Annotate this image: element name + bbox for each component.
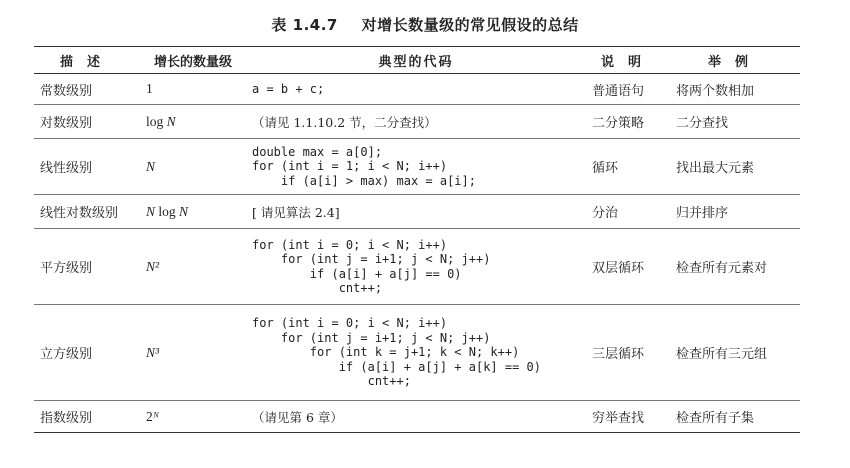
growth-order-table: [34, 46, 800, 433]
row-description: 线性对数级别: [34, 195, 140, 229]
row-example: 二分查找: [670, 105, 800, 139]
row-description: 指数级别: [34, 401, 140, 433]
table-row: [34, 305, 800, 401]
row-description: 平方级别: [34, 229, 140, 305]
table-row: [34, 105, 800, 139]
row-order: log N: [140, 105, 246, 139]
row-description: 线性级别: [34, 139, 140, 195]
header-code: 典型的代码: [246, 47, 586, 74]
code-block: double max = a[0]; for (int i = 1; i < N; i++) if (a[i] > max) max = a[i];: [252, 144, 476, 188]
row-example: 检查所有元素对: [670, 229, 800, 305]
table-row: [34, 401, 800, 433]
row-note: 循环: [586, 139, 670, 195]
row-order: 2ᴺ: [140, 401, 246, 433]
header-row: [34, 47, 800, 74]
row-example: 检查所有子集: [670, 401, 800, 433]
row-code: （请见第 6 章）: [246, 401, 586, 433]
row-note: 穷举查找: [586, 401, 670, 433]
table-caption: [0, 14, 850, 35]
row-order: N log N: [140, 195, 246, 229]
row-code: （请见 1.1.10.2 节，二分查找）: [246, 105, 586, 139]
row-description: 立方级别: [34, 305, 140, 401]
row-order: 1: [140, 74, 246, 105]
row-order: N: [140, 139, 246, 195]
row-code: [ 请见算法 2.4]: [246, 195, 586, 229]
row-code: [246, 74, 586, 105]
table-row: [34, 229, 800, 305]
table-row: [34, 195, 800, 229]
row-order: N³: [140, 305, 246, 401]
header-description: 描述: [34, 47, 140, 74]
table-row: [34, 139, 800, 195]
header-note: 说明: [586, 47, 670, 74]
row-note: 双层循环: [586, 229, 670, 305]
header-example: 举例: [670, 47, 800, 74]
table-row: [34, 74, 800, 105]
row-note: 三层循环: [586, 305, 670, 401]
table-title: 对增长数量级的常见假设的总结: [361, 16, 579, 34]
row-description: 常数级别: [34, 74, 140, 105]
row-example: 找出最大元素: [670, 139, 800, 195]
row-note: 分治: [586, 195, 670, 229]
table-number: 表 1.4.7: [271, 16, 338, 34]
row-example: 归并排序: [670, 195, 800, 229]
row-code: [246, 139, 586, 195]
row-order: N²: [140, 229, 246, 305]
row-code: [246, 229, 586, 305]
row-example: 将两个数相加: [670, 74, 800, 105]
code-block: for (int i = 0; i < N; i++) for (int j = i+1; j < N; j++) for (int k = j+1; k < N; k++) if (a[i] + a[j] + a[k] == 0) cnt++;: [252, 316, 541, 389]
code-block: for (int i = 0; i < N; i++) for (int j = i+1; j < N; j++) if (a[i] + a[j] == 0) cnt++;: [252, 237, 491, 295]
header-order: 增长的数量级: [140, 47, 246, 74]
row-description: 对数级别: [34, 105, 140, 139]
row-code: [246, 305, 586, 401]
row-note: 二分策略: [586, 105, 670, 139]
code-block: a = b + c;: [252, 81, 325, 96]
row-note: 普通语句: [586, 74, 670, 105]
row-example: 检查所有三元组: [670, 305, 800, 401]
